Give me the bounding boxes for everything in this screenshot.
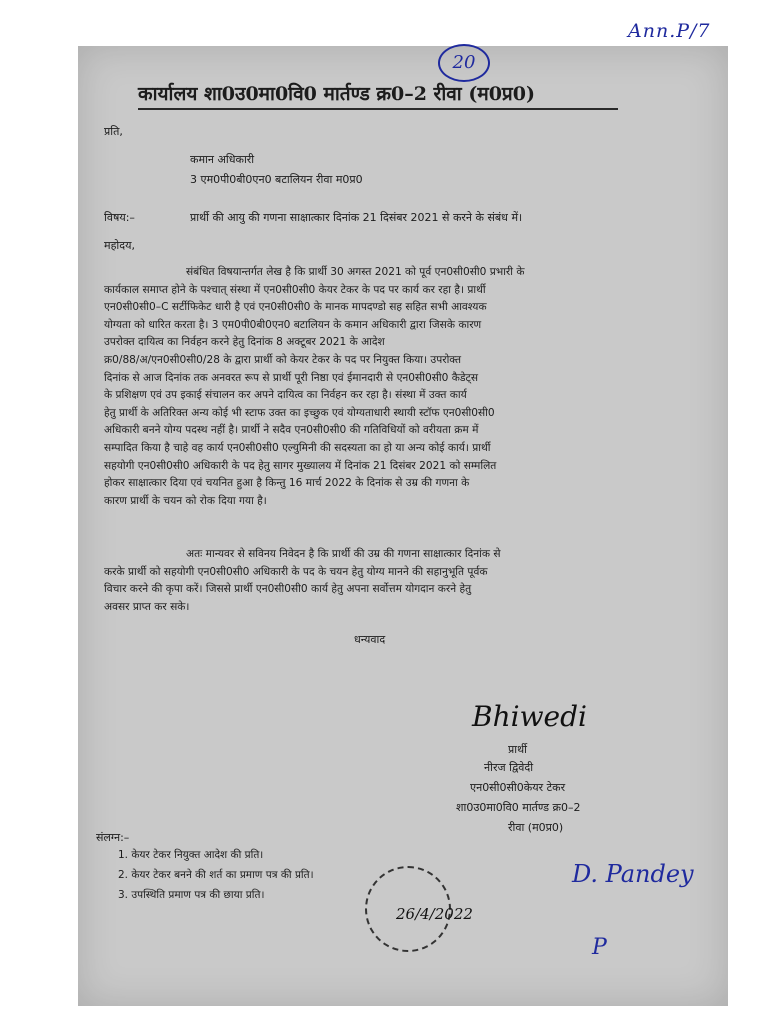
body-line: सम्पादित किया है चाहे वह कार्य एन0सी0सी0 एल्युमिनी की सदस्यता का हो या अन्य कोई कार्य। प्रार्थी [104,441,491,454]
body-line: कार्यकाल समाप्त होने के पश्चात् संस्था में एन0सी0सी0 केयर टेकर के पद पर कार्य कर रहा है। प्रार्थी [104,283,486,296]
request-line: विचार करने की कृपा करें। जिससे प्रार्थी एन0सी0सी0 कार्य हेतु अपना सर्वोत्तम योगदान करने हेतु [104,583,472,596]
body-line: सहयोगी एन0सी0सी0 अधिकारी के पद हेतु सागर मुख्यालय में दिनांक 21 दिसंबर 2021 को सम्मलित [104,459,497,472]
body-line: होकर साक्षात्कार दिया एवं चयनित हुआ है किन्तु 16 मार्च 2022 के दिनांक से उम्र की गणना के [104,477,470,490]
request-line: अतः मान्यवर से सविनय निवेदन है कि प्रार्थी की उम्र की गणना साक्षात्कार दिनांक से [186,548,501,560]
list-item: 1. केयर टेकर नियुक्त आदेश की प्रति। [118,849,264,861]
signatory-school: शा0उ0मा0वि0 मार्तण्ड क्र0–2 [456,801,581,814]
body-line: दिनांक से आज दिनांक तक अनवरत रूप से प्रार्थी पूरी निष्ठा एवं ईमानदारी से एन0सी0सी0 कैडेट्स [104,371,479,384]
signatory-city: रीवा (म0प्र0) [508,821,564,834]
recipient-line-1: कमान अधिकारी [190,153,255,166]
signatory-name: नीरज द्विवेदी [484,761,534,774]
enclosure-list [118,848,314,908]
body-line: क्र0/88/अ/एन0सी0सी0/28 के द्वारा प्रार्थी को केयर टेकर के पद पर नियुक्त किया। उपरोक्त [104,353,462,366]
body-line: कारण प्रार्थी के चयन को रोक दिया गया है। [104,494,267,507]
list-item: 3. उपस्थिति प्रमाण पत्र की छाया प्रति। [118,889,265,901]
to-label: प्रति, [104,125,123,138]
body-line: के प्रशिक्षण एवं उप इकाई संचालन कर अपने दायित्व का निर्वहन कर रहा है। संस्था में उक्त कार्य [104,389,467,402]
request-paragraph [104,546,501,616]
subject-text: प्रार्थी की आयु की गणना साक्षात्कार दिनांक 21 दिसंबर 2021 से करने के संबंध में। [190,211,523,224]
salutation: महोदय, [104,239,135,252]
body-paragraph [104,264,525,510]
title-underline [138,108,618,110]
annotation-label: Ann.P/7 [628,20,711,42]
handwritten-mark: P [592,935,607,960]
body-line: योग्यता को धारित करता है। 3 एम0पी0बी0एन0 बटालियन के कमान अधिकारी द्वारा जिसके कारण [104,318,482,331]
request-line: करके प्रार्थी को सहयोगी एन0सी0सी0 अधिकारी के पद के चयन हेतु योग्य मानने की सहानुभूति पूर्वक [104,565,488,578]
stamp-date: 26/4/2022 [396,905,473,923]
body-line: हेतु प्रार्थी के अतिरिक्त अन्य कोई भी स्टाफ उक्त का इच्छुक एवं योग्यताधारी स्थायी स्टॉफ एन0सी0सी0 [104,406,495,419]
enclosure-label: संलग्न:– [96,831,130,844]
list-item: 2. केयर टेकर बनने की शर्त का प्रमाण पत्र की प्रति। [118,869,314,881]
office-title: कार्यालय शा0उ0मा0वि0 मार्तण्ड क्र0–2 रीवा (म0प्र0) [138,83,535,105]
signature-role: प्रार्थी [508,743,527,756]
recipient-line-2: 3 एम0पी0बी0एन0 बटालियन रीवा म0प्र0 [190,173,363,186]
body-line: उपरोक्त दायित्व का निर्वहन करने हेतु दिनांक 8 अक्टूबर 2021 के आदेश [104,336,385,349]
page-number-circle: 20 [438,44,490,82]
thanks-text: धन्यवाद [354,633,386,646]
body-line: अधिकारी बनने योग्य पदस्थ नहीं है। प्रार्थी ने सदैव एन0सी0सी0 की गतिविधियों को वरीयता क्रम में [104,424,479,437]
signature-scrawl: Bhiwedi [472,700,587,733]
body-line: संबंधित विषयान्तर्गत लेख है कि प्रार्थी 30 अगस्त 2021 को पूर्व एन0सी0सी0 प्रभारी के [186,266,525,278]
subject-label: विषय:– [104,211,135,224]
body-line: एन0सी0सी0–C सर्टीफिकेट धारी है एवं एन0सी0सी0 के मानक मापदण्डो सह सहित सभी आवश्यक [104,301,487,314]
signatory-designation: एन0सी0सी0केयर टेकर [470,781,566,794]
request-line: अवसर प्राप्त कर सके। [104,600,190,613]
handwritten-initials: D. Pandey [572,860,694,888]
